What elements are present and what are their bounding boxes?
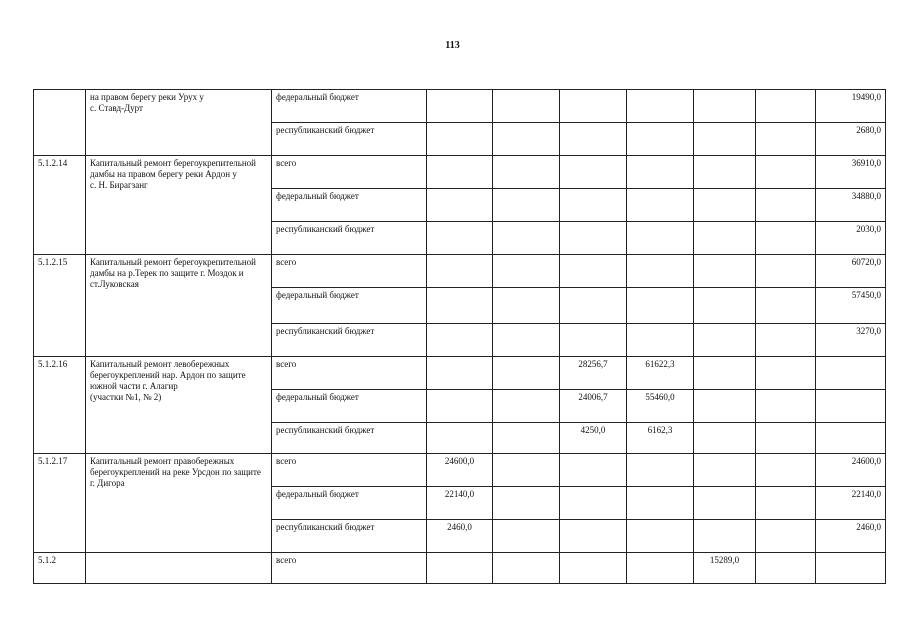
amount-cell: [627, 123, 694, 156]
amount-cell: [694, 454, 756, 487]
funding-source: федеральный бюджет: [272, 189, 427, 222]
amount-cell: [627, 487, 694, 520]
amount-cell: 24600,0: [816, 454, 886, 487]
amount-cell: [427, 423, 493, 454]
funding-source: всего: [272, 454, 427, 487]
amount-cell: 2460,0: [427, 520, 493, 553]
amount-cell: [694, 189, 756, 222]
funding-source: федеральный бюджет: [272, 90, 427, 123]
amount-cell: [694, 222, 756, 255]
table-row: [34, 156, 886, 189]
amount-cell: [427, 357, 493, 390]
amount-cell: 60720,0: [816, 255, 886, 288]
funding-source: федеральный бюджет: [272, 288, 427, 324]
amount-cell: [493, 487, 560, 520]
table-row: [34, 90, 886, 123]
amount-cell: [756, 156, 816, 189]
amount-cell: [493, 189, 560, 222]
funding-source: всего: [272, 156, 427, 189]
funding-source: федеральный бюджет: [272, 487, 427, 520]
amount-cell: [427, 156, 493, 189]
amount-cell: [627, 454, 694, 487]
amount-cell: [756, 255, 816, 288]
amount-cell: 34880,0: [816, 189, 886, 222]
amount-cell: 6162,3: [627, 423, 694, 454]
funding-source: всего: [272, 255, 427, 288]
amount-cell: [694, 90, 756, 123]
funding-source: республиканский бюджет: [272, 520, 427, 553]
amount-cell: [493, 255, 560, 288]
amount-cell: 19490,0: [816, 90, 886, 123]
amount-cell: [627, 189, 694, 222]
amount-cell: [560, 123, 627, 156]
amount-cell: [427, 222, 493, 255]
amount-cell: [756, 454, 816, 487]
amount-cell: [816, 390, 886, 423]
amount-cell: [627, 288, 694, 324]
amount-cell: [427, 255, 493, 288]
amount-cell: [560, 487, 627, 520]
amount-cell: [560, 288, 627, 324]
amount-cell: 22140,0: [427, 487, 493, 520]
funding-source: всего: [272, 357, 427, 390]
amount-cell: [560, 222, 627, 255]
amount-cell: 57450,0: [816, 288, 886, 324]
amount-cell: [816, 553, 886, 584]
amount-cell: [427, 288, 493, 324]
amount-cell: [493, 156, 560, 189]
amount-cell: [694, 255, 756, 288]
amount-cell: [493, 90, 560, 123]
amount-cell: [493, 123, 560, 156]
item-number: 5.1.2.14: [34, 156, 86, 255]
amount-cell: [427, 390, 493, 423]
item-number: 5.1.2: [34, 553, 86, 584]
amount-cell: [694, 324, 756, 357]
amount-cell: [493, 454, 560, 487]
funding-source: федеральный бюджет: [272, 390, 427, 423]
item-number: 5.1.2.15: [34, 255, 86, 357]
funding-source: республиканский бюджет: [272, 423, 427, 454]
amount-cell: [694, 357, 756, 390]
amount-cell: [627, 156, 694, 189]
amount-cell: [627, 520, 694, 553]
amount-cell: [493, 520, 560, 553]
amount-cell: 28256,7: [560, 357, 627, 390]
amount-cell: 2460,0: [816, 520, 886, 553]
amount-cell: [627, 324, 694, 357]
item-name: Капитальный ремонт левобережных берегоукреплений нар. Ардон по защите южной части г. Алагир (участки №1, № 2): [86, 357, 272, 454]
item-name: Капитальный ремонт берегоукрепительной дамбы на р.Терек по защите г. Моздок и ст.Луковская: [86, 255, 272, 357]
amount-cell: [560, 454, 627, 487]
funding-source: всего: [272, 553, 427, 584]
item-number: [34, 90, 86, 156]
amount-cell: 2030,0: [816, 222, 886, 255]
table-row: [34, 553, 886, 584]
amount-cell: 22140,0: [816, 487, 886, 520]
amount-cell: [694, 390, 756, 423]
amount-cell: [756, 123, 816, 156]
amount-cell: [756, 357, 816, 390]
amount-cell: [816, 423, 886, 454]
amount-cell: 24006,7: [560, 390, 627, 423]
item-number: 5.1.2.17: [34, 454, 86, 553]
amount-cell: [756, 189, 816, 222]
amount-cell: [756, 520, 816, 553]
amount-cell: [427, 553, 493, 584]
amount-cell: [756, 487, 816, 520]
amount-cell: [756, 222, 816, 255]
amount-cell: 3270,0: [816, 324, 886, 357]
amount-cell: [560, 90, 627, 123]
table-row: [34, 357, 886, 390]
funding-source: республиканский бюджет: [272, 123, 427, 156]
amount-cell: [493, 288, 560, 324]
table-row: [34, 255, 886, 288]
item-name: Капитальный ремонт правобережных берегоукреплений на реке Урсдон по защите г. Дигора: [86, 454, 272, 553]
table-row: [34, 454, 886, 487]
funding-source: республиканский бюджет: [272, 222, 427, 255]
item-name: Капитальный ремонт берегоукрепительной дамбы на правом берегу реки Ардон у с. Н. Бирагзанг: [86, 156, 272, 255]
amount-cell: [756, 423, 816, 454]
amount-cell: [627, 222, 694, 255]
budget-table: [33, 89, 886, 584]
amount-cell: [493, 222, 560, 255]
amount-cell: [493, 553, 560, 584]
amount-cell: [694, 288, 756, 324]
amount-cell: [560, 189, 627, 222]
item-name: на правом берегу реки Урух у с. Ставд-Дурт: [86, 90, 272, 156]
funding-source: республиканский бюджет: [272, 324, 427, 357]
amount-cell: [694, 156, 756, 189]
amount-cell: [493, 324, 560, 357]
amount-cell: [756, 288, 816, 324]
amount-cell: 55460,0: [627, 390, 694, 423]
amount-cell: 4250,0: [560, 423, 627, 454]
amount-cell: [493, 357, 560, 390]
amount-cell: [694, 423, 756, 454]
amount-cell: [756, 390, 816, 423]
amount-cell: [560, 324, 627, 357]
amount-cell: [694, 487, 756, 520]
amount-cell: [756, 90, 816, 123]
amount-cell: [427, 324, 493, 357]
amount-cell: [627, 90, 694, 123]
amount-cell: [427, 189, 493, 222]
amount-cell: [427, 123, 493, 156]
amount-cell: [493, 390, 560, 423]
amount-cell: [560, 156, 627, 189]
amount-cell: [560, 520, 627, 553]
page-number: 113: [445, 40, 460, 51]
amount-cell: [627, 255, 694, 288]
amount-cell: [560, 553, 627, 584]
item-number: 5.1.2.16: [34, 357, 86, 454]
amount-cell: [427, 90, 493, 123]
amount-cell: 15289,0: [694, 553, 756, 584]
amount-cell: 36910,0: [816, 156, 886, 189]
amount-cell: 61622,3: [627, 357, 694, 390]
item-name: [86, 553, 272, 584]
amount-cell: 2680,0: [816, 123, 886, 156]
amount-cell: [694, 123, 756, 156]
amount-cell: [627, 553, 694, 584]
amount-cell: [756, 324, 816, 357]
amount-cell: [816, 357, 886, 390]
amount-cell: [756, 553, 816, 584]
amount-cell: 24600,0: [427, 454, 493, 487]
amount-cell: [560, 255, 627, 288]
amount-cell: [694, 520, 756, 553]
amount-cell: [493, 423, 560, 454]
